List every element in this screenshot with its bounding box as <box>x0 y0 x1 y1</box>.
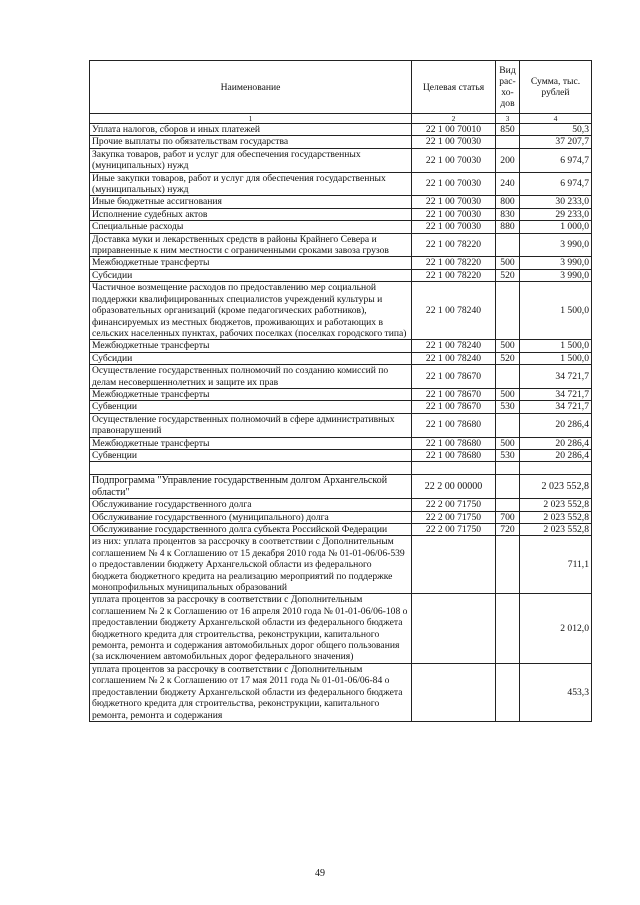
table-row <box>90 136 592 148</box>
table-row <box>90 388 592 400</box>
table-row <box>90 449 592 461</box>
row-type <box>496 233 520 257</box>
row-code: 22 1 00 78220 <box>412 269 496 281</box>
row-name: Частичное возмещение расходов по предоставлению мер социальной поддержки квалифицированных специалистов учреждений культуры и образовательных организаций (кроме педагогических работников), финансируемых из местных бюджетов, проживающих и работающих в сельских населенных пунктах, рабочих поселках (поселках городского типа) <box>90 282 412 340</box>
row-code: 22 1 00 78670 <box>412 401 496 413</box>
table-body <box>90 124 592 722</box>
row-sum: 3 990,0 <box>520 257 592 269</box>
row-name: Иные бюджетные ассигнования <box>90 196 412 208</box>
row-code: 22 1 00 78670 <box>412 388 496 400</box>
row-name: Обслуживание государственного долга субъекта Российской Федерации <box>90 524 412 536</box>
row-name: Межбюджетные трансферты <box>90 257 412 269</box>
row-name: Субсидии <box>90 269 412 281</box>
detail-name: уплата процентов за рассрочку в соответствии с Дополнительным соглашением № 2 к Соглашению от 17 мая 2011 года № 01-01-06/06-84 о предоставлении бюджету Архангельской области из федерального бюджета бюджетного кредита для строительства, реконструкции, капитального ремонта, ремонта и содержания <box>90 663 412 721</box>
row-sum: 29 233,0 <box>520 208 592 220</box>
budget-table <box>89 60 592 722</box>
table-row <box>90 221 592 233</box>
table-row <box>90 365 592 389</box>
row-name: Межбюджетные трансферты <box>90 388 412 400</box>
row-sum: 50,3 <box>520 124 592 136</box>
row-name: Осуществление государственных полномочий по созданию комиссий по делам несовершеннолетних и защите их прав <box>90 365 412 389</box>
row-type: 500 <box>496 437 520 449</box>
row-sum: 2 023 552,8 <box>520 524 592 536</box>
row-sum: 2 023 552,8 <box>520 499 592 511</box>
detail-name: уплата процентов за рассрочку в соответствии с Дополнительным соглашением № 2 к Соглашению от 16 апреля 2010 года № 01-01-06/06-108 о предоставлении бюджету Архангельской области из федерального бюджета бюджетного кредита для строительства, реконструкции, капитального ремонта, ремонта и содержания автомобильных дорог общего пользования (за исключением автомобильных дорог федерального значения) <box>90 594 412 663</box>
row-sum: 1 500,0 <box>520 282 592 340</box>
row-type <box>496 413 520 437</box>
header-num-2: 2 <box>412 114 496 124</box>
row-type <box>496 499 520 511</box>
row-code: 22 1 00 70030 <box>412 172 496 196</box>
table-row <box>90 401 592 413</box>
header-num-3: 3 <box>496 114 520 124</box>
row-code: 22 1 00 78670 <box>412 365 496 389</box>
row-type <box>496 136 520 148</box>
table-row <box>90 208 592 220</box>
detail-sum: 711,1 <box>520 536 592 594</box>
row-type: 720 <box>496 524 520 536</box>
header-num-4: 4 <box>520 114 592 124</box>
row-sum: 1 500,0 <box>520 352 592 364</box>
row-type <box>496 282 520 340</box>
table-row <box>90 172 592 196</box>
table-row <box>90 148 592 172</box>
header-sum: Сумма, тыс. рублей <box>520 61 592 114</box>
row-name: Специальные расходы <box>90 221 412 233</box>
subprogram-name: Подпрограмма "Управление государственным долгом Архангельской области" <box>90 475 412 499</box>
table-header <box>90 61 592 124</box>
row-type: 240 <box>496 172 520 196</box>
row-type: 700 <box>496 511 520 523</box>
row-type <box>496 365 520 389</box>
table-row <box>90 196 592 208</box>
row-code: 22 1 00 78240 <box>412 352 496 364</box>
row-name: Осуществление государственных полномочий в сфере административных правонарушений <box>90 413 412 437</box>
row-name: Межбюджетные трансферты <box>90 437 412 449</box>
row-sum: 1 500,0 <box>520 340 592 352</box>
row-type: 500 <box>496 340 520 352</box>
row-code: 22 1 00 70030 <box>412 221 496 233</box>
row-sum: 20 286,4 <box>520 413 592 437</box>
row-name: Субвенции <box>90 449 412 461</box>
row-code: 22 1 00 78240 <box>412 340 496 352</box>
table-row <box>90 499 592 511</box>
row-type: 850 <box>496 124 520 136</box>
detail-name: из них: уплата процентов за рассрочку в соответствии с Дополнительным соглашением № 4 к Соглашению от 15 декабря 2010 года № 01-01-06/06-539 о предоставлении бюджету Архангельской области из федерального бюджета бюджетного кредита на реализацию мероприятий по поддержке монопрофильных муниципальных образований <box>90 536 412 594</box>
row-name: Межбюджетные трансферты <box>90 340 412 352</box>
row-sum: 34 721,7 <box>520 388 592 400</box>
row-name: Закупка товаров, работ и услуг для обеспечения государственных (муниципальных) нужд <box>90 148 412 172</box>
row-sum: 34 721,7 <box>520 401 592 413</box>
row-type: 520 <box>496 352 520 364</box>
table-row <box>90 233 592 257</box>
row-code: 22 1 00 70030 <box>412 196 496 208</box>
row-name: Прочие выплаты по обязательствам государства <box>90 136 412 148</box>
row-code: 22 1 00 78220 <box>412 233 496 257</box>
row-type: 500 <box>496 388 520 400</box>
row-sum: 34 721,7 <box>520 365 592 389</box>
row-type: 800 <box>496 196 520 208</box>
row-name: Иные закупки товаров, работ и услуг для обеспечения государственных (муниципальных) нужд <box>90 172 412 196</box>
table-row <box>90 437 592 449</box>
row-name: Субвенции <box>90 401 412 413</box>
row-type: 830 <box>496 208 520 220</box>
row-code: 22 2 00 71750 <box>412 499 496 511</box>
detail-row <box>90 663 592 721</box>
row-name: Уплата налогов, сборов и иных платежей <box>90 124 412 136</box>
row-name: Исполнение судебных актов <box>90 208 412 220</box>
row-sum: 6 974,7 <box>520 148 592 172</box>
table-row <box>90 124 592 136</box>
row-code: 22 1 00 78680 <box>412 437 496 449</box>
row-code: 22 1 00 78220 <box>412 257 496 269</box>
row-code: 22 1 00 70030 <box>412 208 496 220</box>
table-row <box>90 524 592 536</box>
subprogram-type <box>496 475 520 499</box>
row-sum: 3 990,0 <box>520 233 592 257</box>
header-name: Наименование <box>90 61 412 114</box>
row-name: Субсидии <box>90 352 412 364</box>
header-code: Целевая статья <box>412 61 496 114</box>
row-sum: 2 023 552,8 <box>520 511 592 523</box>
row-sum: 20 286,4 <box>520 449 592 461</box>
row-code: 22 1 00 78680 <box>412 413 496 437</box>
table-row <box>90 282 592 340</box>
row-code: 22 1 00 78240 <box>412 282 496 340</box>
page-number: 49 <box>315 868 325 879</box>
row-code: 22 1 00 70030 <box>412 136 496 148</box>
detail-row <box>90 536 592 594</box>
detail-sum: 2 012,0 <box>520 594 592 663</box>
row-sum: 3 990,0 <box>520 269 592 281</box>
detail-sum: 453,3 <box>520 663 592 721</box>
row-sum: 30 233,0 <box>520 196 592 208</box>
row-code: 22 2 00 71750 <box>412 524 496 536</box>
header-num-1: 1 <box>90 114 412 124</box>
row-type: 880 <box>496 221 520 233</box>
table-row <box>90 340 592 352</box>
row-code: 22 1 00 78680 <box>412 449 496 461</box>
row-type: 500 <box>496 257 520 269</box>
subprogram-code: 22 2 00 00000 <box>412 475 496 499</box>
table-row <box>90 352 592 364</box>
row-type: 530 <box>496 449 520 461</box>
table-row <box>90 257 592 269</box>
row-type: 520 <box>496 269 520 281</box>
detail-row <box>90 594 592 663</box>
row-code: 22 1 00 70030 <box>412 148 496 172</box>
spacer-row <box>90 462 592 475</box>
header-type: Вид рас-хо-дов <box>496 61 520 114</box>
table-row <box>90 413 592 437</box>
row-name: Обслуживание государственного долга <box>90 499 412 511</box>
row-sum: 6 974,7 <box>520 172 592 196</box>
table-row <box>90 511 592 523</box>
subprogram-sum: 2 023 552,8 <box>520 475 592 499</box>
row-sum: 37 207,7 <box>520 136 592 148</box>
row-code: 22 2 00 71750 <box>412 511 496 523</box>
row-type: 530 <box>496 401 520 413</box>
row-code: 22 1 00 70010 <box>412 124 496 136</box>
table-row <box>90 269 592 281</box>
row-sum: 1 000,0 <box>520 221 592 233</box>
row-sum: 20 286,4 <box>520 437 592 449</box>
subprogram-row <box>90 475 592 499</box>
row-type: 200 <box>496 148 520 172</box>
row-name: Доставка муки и лекарственных средств в районы Крайнего Севера и приравненные к ним местности с ограниченными сроками завоза грузов <box>90 233 412 257</box>
row-name: Обслуживание государственного (муниципального) долга <box>90 511 412 523</box>
